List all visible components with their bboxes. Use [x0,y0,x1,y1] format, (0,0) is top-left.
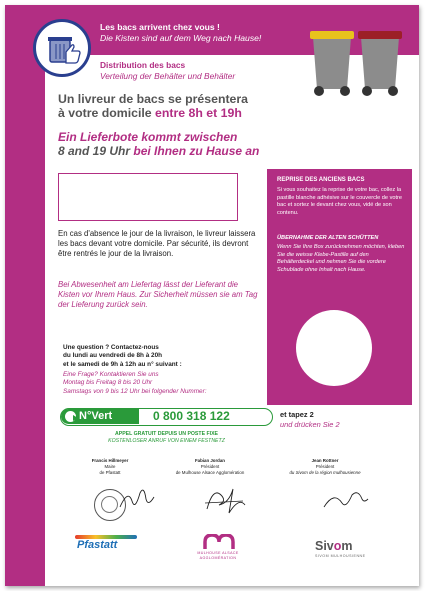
old-bins-pickup-panel [267,169,412,405]
sivom-logo-suffix: m [341,539,353,553]
free-phone-banner [60,408,273,426]
yellow-lid-bin-icon [310,31,354,96]
contact-fr-line-3: et le samedi de 9h à 12h au n° suivant : [63,360,182,368]
bin-thumbs-up-icon [44,30,82,68]
delivery-line-2-prefix: à votre domicile [58,106,156,120]
waste-bins-illustration [305,23,410,98]
pfastatt-logo: Pfastatt [77,539,118,551]
arrow-right-icon [65,411,76,422]
contact-question-de [63,371,273,396]
delivery-de-line-1: Ein Lieferbote kommt zwischen [58,130,238,144]
signatory-name: Jean Rottner [311,458,339,463]
m2a-logo-text [193,551,243,561]
red-lid-bin-icon [358,31,402,96]
distribution-heading-de: Verteilung der Behälter und Behälter [100,71,236,81]
press-2-fr: et tapez 2 [280,410,314,419]
signatory-role: Maire [104,464,116,469]
numero-vert-badge [61,409,139,424]
phone-number[interactable]: 0 800 318 122 [153,409,230,423]
numero-vert-label: N°Vert [79,410,113,422]
signature-jordan [203,483,248,517]
absence-text-de: Bei Abwesenheit am Liefertag lässt der Lieferant die Kisten vor Ihrem Haus. Zur Sicherheit müssen sie am Tag der Lieferung zurück sein. [58,280,258,309]
free-call-note-de: KOSTENLOSER ANRUF VON EINEM FESTNETZ [108,438,225,444]
header-title-de: Die Kisten sind auf dem Weg nach Hause! [100,33,262,43]
free-call-note-fr: APPEL GRATUIT DEPUIS UN POSTE FIXE [115,431,218,437]
panel-title-fr: REPRISE DES ANCIENS BACS [277,177,365,183]
sivom-logo-o: o [333,539,342,553]
m2a-text-line-1: MULHOUSE ALSACE [197,551,239,555]
sivom-logo-prefix: Siv [315,539,334,553]
delivery-de-suffix: bei Ihnen zu Hause an [133,144,260,158]
delivery-de-line-2 [58,144,318,158]
delivery-hours: entre 8h et 19h [155,106,242,120]
panel-text-fr: Si vous souhaitez la reprise de votre bac, collez la pastille blanche adhésive sur le couvercle de votre bac et sortez le devant chez vous, vidé de son contenu. [277,187,402,216]
header-title: Les bacs arrivent chez vous ! [100,22,220,32]
contact-de-line-3: Samstags von 9 bis 12 Uhr bei folgender Nummer: [63,387,207,395]
contact-fr-line-1: Une question ? Contactez-nous [63,344,159,351]
distribution-heading: Distribution des bacs [100,60,186,70]
signatory-sivom [270,458,380,476]
signatory-role: Président [200,464,220,469]
signatory-org: du Sivom de la région mulhousienne [289,470,361,475]
signature-rottner [320,489,370,517]
delivery-line-2 [58,106,308,120]
delivery-info-de [58,130,318,158]
signatory-name: Fabian Jordan [194,458,225,463]
signatory-name: Francis Hillmeyer [91,458,129,463]
white-sticker-circle [296,310,372,386]
contact-de-line-1: Eine Frage? Kontaktieren Sie uns [63,371,159,378]
panel-text-de: Wenn Sie Ihre Box zurücknehmen möchten, kleben Sie die weisse Klebe-Pastille auf den Behälterdeckel und nehmen Sie die vordere Schublade ohne Inhalt nach Hause. [277,244,405,273]
signatory-org: de Mulhouse Alsace Agglomération [175,470,245,475]
press-2-de: und drücken Sie 2 [280,420,340,429]
signature-hillmeyer [117,487,157,517]
absence-text-fr: En cas d'absence le jour de la livraison, le livreur laissera les bacs devant votre domicile. Par sécurité, ils devront être rentrés le jour de la livraison. [58,229,256,258]
contact-fr-line-2: du lundi au vendredi de 8h à 20h [63,352,163,360]
contact-de-line-2: Montag bis Freitag 8 bis 20 Uhr [63,379,153,387]
delivery-de-hours: 8 and 19 Uhr [58,144,134,158]
sivom-logo-subtitle: SIVOM MULHOUSIENNE [315,554,366,558]
trash-bin-logo [33,19,91,77]
m2a-text-line-2: AGGLOMÉRATION [199,555,237,560]
m2a-logo-icon [203,534,235,550]
delivery-line-1: Un livreur de bacs se présentera [58,92,249,106]
left-sidebar-band [5,5,45,586]
signatory-pfastatt [55,458,165,476]
signatory-org: de Pfastatt [99,470,121,475]
delivery-info-fr [58,92,308,120]
address-label-box [58,173,238,221]
sivom-logo [315,539,353,553]
contact-question-fr [63,344,263,369]
signatory-m2a [155,458,265,476]
flyer-page [5,5,419,586]
panel-title-de: ÜBERNAHME DER ALTEN SCHÜTTEN [277,235,379,241]
signatory-role: Président [315,464,335,469]
